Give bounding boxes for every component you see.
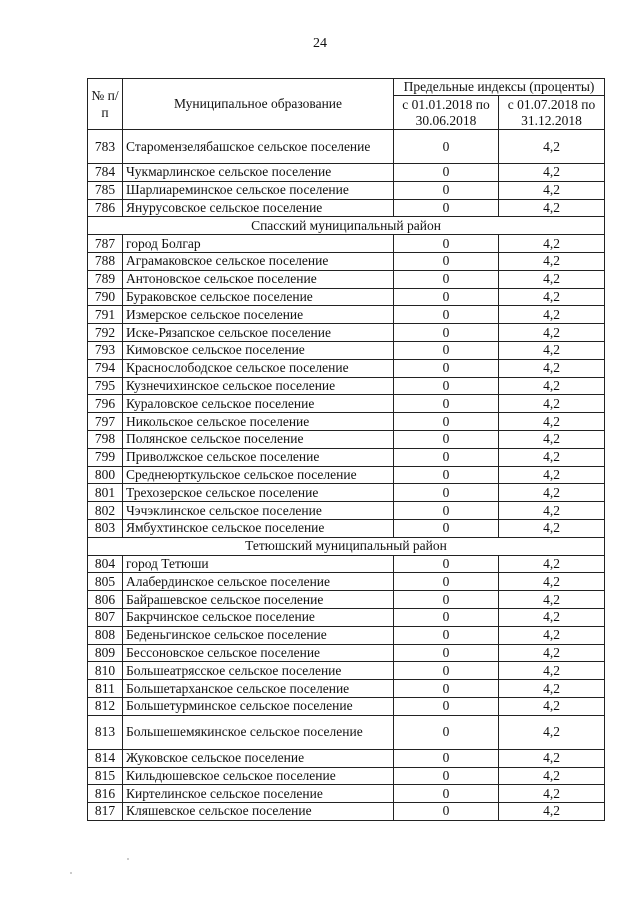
- region-name: Тетюшский муниципальный район: [88, 537, 605, 555]
- index-period-2: 4,2: [499, 341, 605, 359]
- table-row: [88, 555, 605, 573]
- table-row: [88, 591, 605, 609]
- table-row: [88, 484, 605, 502]
- index-period-2: 4,2: [499, 573, 605, 591]
- index-period-2: 4,2: [499, 644, 605, 662]
- header-municipality: Муниципальное образование: [123, 79, 394, 130]
- table-row: [88, 749, 605, 767]
- index-period-1: 0: [394, 306, 499, 324]
- index-period-2: 4,2: [499, 448, 605, 466]
- municipality-name: город Тетюши: [123, 555, 394, 573]
- table-row: [88, 785, 605, 803]
- index-period-1: 0: [394, 430, 499, 448]
- index-period-1: 0: [394, 803, 499, 821]
- table-row: [88, 306, 605, 324]
- row-number: 786: [88, 199, 123, 217]
- row-number: 796: [88, 395, 123, 413]
- row-number: 791: [88, 306, 123, 324]
- index-period-1: 0: [394, 448, 499, 466]
- municipality-name: Аграмаковское сельское поселение: [123, 252, 394, 270]
- table-row: [88, 430, 605, 448]
- index-period-2: 4,2: [499, 164, 605, 182]
- index-period-1: 0: [394, 749, 499, 767]
- row-number: 814: [88, 749, 123, 767]
- municipality-name: Чэчэклинское сельское поселение: [123, 502, 394, 520]
- table-row: [88, 395, 605, 413]
- index-period-1: 0: [394, 626, 499, 644]
- index-period-1: 0: [394, 324, 499, 342]
- index-period-2: 4,2: [499, 502, 605, 520]
- table-row: [88, 803, 605, 821]
- index-period-1: 0: [394, 270, 499, 288]
- row-number: 809: [88, 644, 123, 662]
- index-period-1: 0: [394, 252, 499, 270]
- row-number: 799: [88, 448, 123, 466]
- row-number: 810: [88, 662, 123, 680]
- header-period-2: с 01.07.2018 по 31.12.2018: [499, 96, 605, 130]
- index-period-1: 0: [394, 591, 499, 609]
- row-number: 806: [88, 591, 123, 609]
- table-row: [88, 235, 605, 253]
- index-period-2: 4,2: [499, 359, 605, 377]
- row-number: 783: [88, 130, 123, 164]
- municipality-name: Измерское сельское поселение: [123, 306, 394, 324]
- table-row: [88, 164, 605, 182]
- table-row: [88, 270, 605, 288]
- region-row: [88, 217, 605, 235]
- municipality-name: Ямбухтинское сельское поселение: [123, 519, 394, 537]
- row-number: 785: [88, 181, 123, 199]
- index-period-2: 4,2: [499, 697, 605, 715]
- table-row: [88, 377, 605, 395]
- header-num: № п/п: [88, 79, 123, 130]
- index-period-2: 4,2: [499, 484, 605, 502]
- municipality-name: Иске-Рязапское сельское поселение: [123, 324, 394, 342]
- municipality-name: Кураловское сельское поселение: [123, 395, 394, 413]
- municipality-name: Кимовское сельское поселение: [123, 341, 394, 359]
- page-number: 24: [313, 36, 327, 51]
- index-period-2: 4,2: [499, 306, 605, 324]
- index-period-1: 0: [394, 785, 499, 803]
- table-row: [88, 199, 605, 217]
- index-period-2: 4,2: [499, 591, 605, 609]
- scan-speck: [127, 858, 129, 860]
- table-row: [88, 413, 605, 431]
- index-period-1: 0: [394, 608, 499, 626]
- indices-table: [87, 78, 605, 821]
- table-row: [88, 662, 605, 680]
- municipality-name: Старомензелябашское сельское поселение: [123, 130, 394, 164]
- index-period-2: 4,2: [499, 555, 605, 573]
- municipality-name: Большеатрясское сельское поселение: [123, 662, 394, 680]
- index-period-1: 0: [394, 413, 499, 431]
- index-period-2: 4,2: [499, 270, 605, 288]
- row-number: 792: [88, 324, 123, 342]
- index-period-1: 0: [394, 377, 499, 395]
- municipality-name: Байрашевское сельское поселение: [123, 591, 394, 609]
- table-row: [88, 767, 605, 785]
- row-number: 789: [88, 270, 123, 288]
- index-period-1: 0: [394, 130, 499, 164]
- index-period-1: 0: [394, 395, 499, 413]
- index-period-1: 0: [394, 235, 499, 253]
- municipality-name: город Болгар: [123, 235, 394, 253]
- table-row: [88, 644, 605, 662]
- index-period-1: 0: [394, 466, 499, 484]
- index-period-1: 0: [394, 288, 499, 306]
- row-number: 787: [88, 235, 123, 253]
- table-body: [88, 130, 605, 821]
- municipality-name: Полянское сельское поселение: [123, 430, 394, 448]
- index-period-1: 0: [394, 555, 499, 573]
- index-period-2: 4,2: [499, 767, 605, 785]
- table-row: [88, 181, 605, 199]
- table-row: [88, 715, 605, 749]
- row-number: 813: [88, 715, 123, 749]
- row-number: 808: [88, 626, 123, 644]
- index-period-1: 0: [394, 164, 499, 182]
- table-row: [88, 519, 605, 537]
- index-period-1: 0: [394, 680, 499, 698]
- index-period-1: 0: [394, 484, 499, 502]
- table-row: [88, 130, 605, 164]
- municipality-name: Антоновское сельское поселение: [123, 270, 394, 288]
- header-period-1: с 01.01.2018 по 30.06.2018: [394, 96, 499, 130]
- municipality-name: Янурусовское сельское поселение: [123, 199, 394, 217]
- row-number: 817: [88, 803, 123, 821]
- index-period-1: 0: [394, 199, 499, 217]
- row-number: 807: [88, 608, 123, 626]
- index-period-1: 0: [394, 644, 499, 662]
- index-period-1: 0: [394, 519, 499, 537]
- table-row: [88, 626, 605, 644]
- municipality-name: Киртелинское сельское поселение: [123, 785, 394, 803]
- row-number: 793: [88, 341, 123, 359]
- row-number: 790: [88, 288, 123, 306]
- header-indices: Предельные индексы (проценты): [394, 79, 605, 96]
- municipality-name: Шарлиареминское сельское поселение: [123, 181, 394, 199]
- row-number: 815: [88, 767, 123, 785]
- index-period-2: 4,2: [499, 413, 605, 431]
- table-row: [88, 466, 605, 484]
- row-number: 798: [88, 430, 123, 448]
- index-period-2: 4,2: [499, 324, 605, 342]
- region-name: Спасский муниципальный район: [88, 217, 605, 235]
- index-period-2: 4,2: [499, 519, 605, 537]
- table-row: [88, 341, 605, 359]
- index-period-2: 4,2: [499, 785, 605, 803]
- municipality-name: Кляшевское сельское поселение: [123, 803, 394, 821]
- table-row: [88, 359, 605, 377]
- row-number: 812: [88, 697, 123, 715]
- index-period-1: 0: [394, 697, 499, 715]
- municipality-name: Большетарханское сельское поселение: [123, 680, 394, 698]
- municipality-name: Никольское сельское поселение: [123, 413, 394, 431]
- row-number: 784: [88, 164, 123, 182]
- index-period-1: 0: [394, 502, 499, 520]
- municipality-name: Большетурминское сельское поселение: [123, 697, 394, 715]
- index-period-2: 4,2: [499, 466, 605, 484]
- table-row: [88, 697, 605, 715]
- index-period-2: 4,2: [499, 199, 605, 217]
- row-number: 794: [88, 359, 123, 377]
- table-row: [88, 680, 605, 698]
- municipality-name: Беденьгинское сельское поселение: [123, 626, 394, 644]
- index-period-1: 0: [394, 715, 499, 749]
- municipality-name: Жуковское сельское поселение: [123, 749, 394, 767]
- row-number: 797: [88, 413, 123, 431]
- index-period-1: 0: [394, 767, 499, 785]
- index-period-1: 0: [394, 359, 499, 377]
- municipality-name: Алабердинское сельское поселение: [123, 573, 394, 591]
- municipality-name: Кузнечихинское сельское поселение: [123, 377, 394, 395]
- index-period-1: 0: [394, 573, 499, 591]
- municipality-name: Чукмарлинское сельское поселение: [123, 164, 394, 182]
- municipality-name: Бураковское сельское поселение: [123, 288, 394, 306]
- row-number: 811: [88, 680, 123, 698]
- table-row: [88, 502, 605, 520]
- row-number: 801: [88, 484, 123, 502]
- index-period-1: 0: [394, 341, 499, 359]
- row-number: 795: [88, 377, 123, 395]
- index-period-2: 4,2: [499, 626, 605, 644]
- index-period-1: 0: [394, 181, 499, 199]
- municipality-name: Бессоновское сельское поселение: [123, 644, 394, 662]
- index-period-2: 4,2: [499, 377, 605, 395]
- row-number: 804: [88, 555, 123, 573]
- row-number: 816: [88, 785, 123, 803]
- index-period-1: 0: [394, 662, 499, 680]
- index-period-2: 4,2: [499, 181, 605, 199]
- row-number: 800: [88, 466, 123, 484]
- row-number: 802: [88, 502, 123, 520]
- index-period-2: 4,2: [499, 662, 605, 680]
- municipality-name: Большешемякинское сельское поселение: [123, 715, 394, 749]
- table-row: [88, 252, 605, 270]
- index-period-2: 4,2: [499, 803, 605, 821]
- index-period-2: 4,2: [499, 680, 605, 698]
- index-period-2: 4,2: [499, 395, 605, 413]
- index-period-2: 4,2: [499, 252, 605, 270]
- table-row: [88, 448, 605, 466]
- index-period-2: 4,2: [499, 430, 605, 448]
- table-row: [88, 608, 605, 626]
- row-number: 788: [88, 252, 123, 270]
- row-number: 805: [88, 573, 123, 591]
- index-period-2: 4,2: [499, 130, 605, 164]
- municipality-name: Краснослободское сельское поселение: [123, 359, 394, 377]
- table-row: [88, 573, 605, 591]
- index-period-2: 4,2: [499, 235, 605, 253]
- scan-speck: [70, 872, 72, 874]
- row-number: 803: [88, 519, 123, 537]
- municipality-name: Кильдюшевское сельское поселение: [123, 767, 394, 785]
- index-period-2: 4,2: [499, 608, 605, 626]
- municipality-name: Бакрчинское сельское поселение: [123, 608, 394, 626]
- index-period-2: 4,2: [499, 715, 605, 749]
- index-period-2: 4,2: [499, 288, 605, 306]
- table-row: [88, 324, 605, 342]
- municipality-name: Приволжское сельское поселение: [123, 448, 394, 466]
- table-row: [88, 288, 605, 306]
- municipality-name: Среднеюрткульское сельское поселение: [123, 466, 394, 484]
- region-row: [88, 537, 605, 555]
- index-period-2: 4,2: [499, 749, 605, 767]
- municipality-name: Трехозерское сельское поселение: [123, 484, 394, 502]
